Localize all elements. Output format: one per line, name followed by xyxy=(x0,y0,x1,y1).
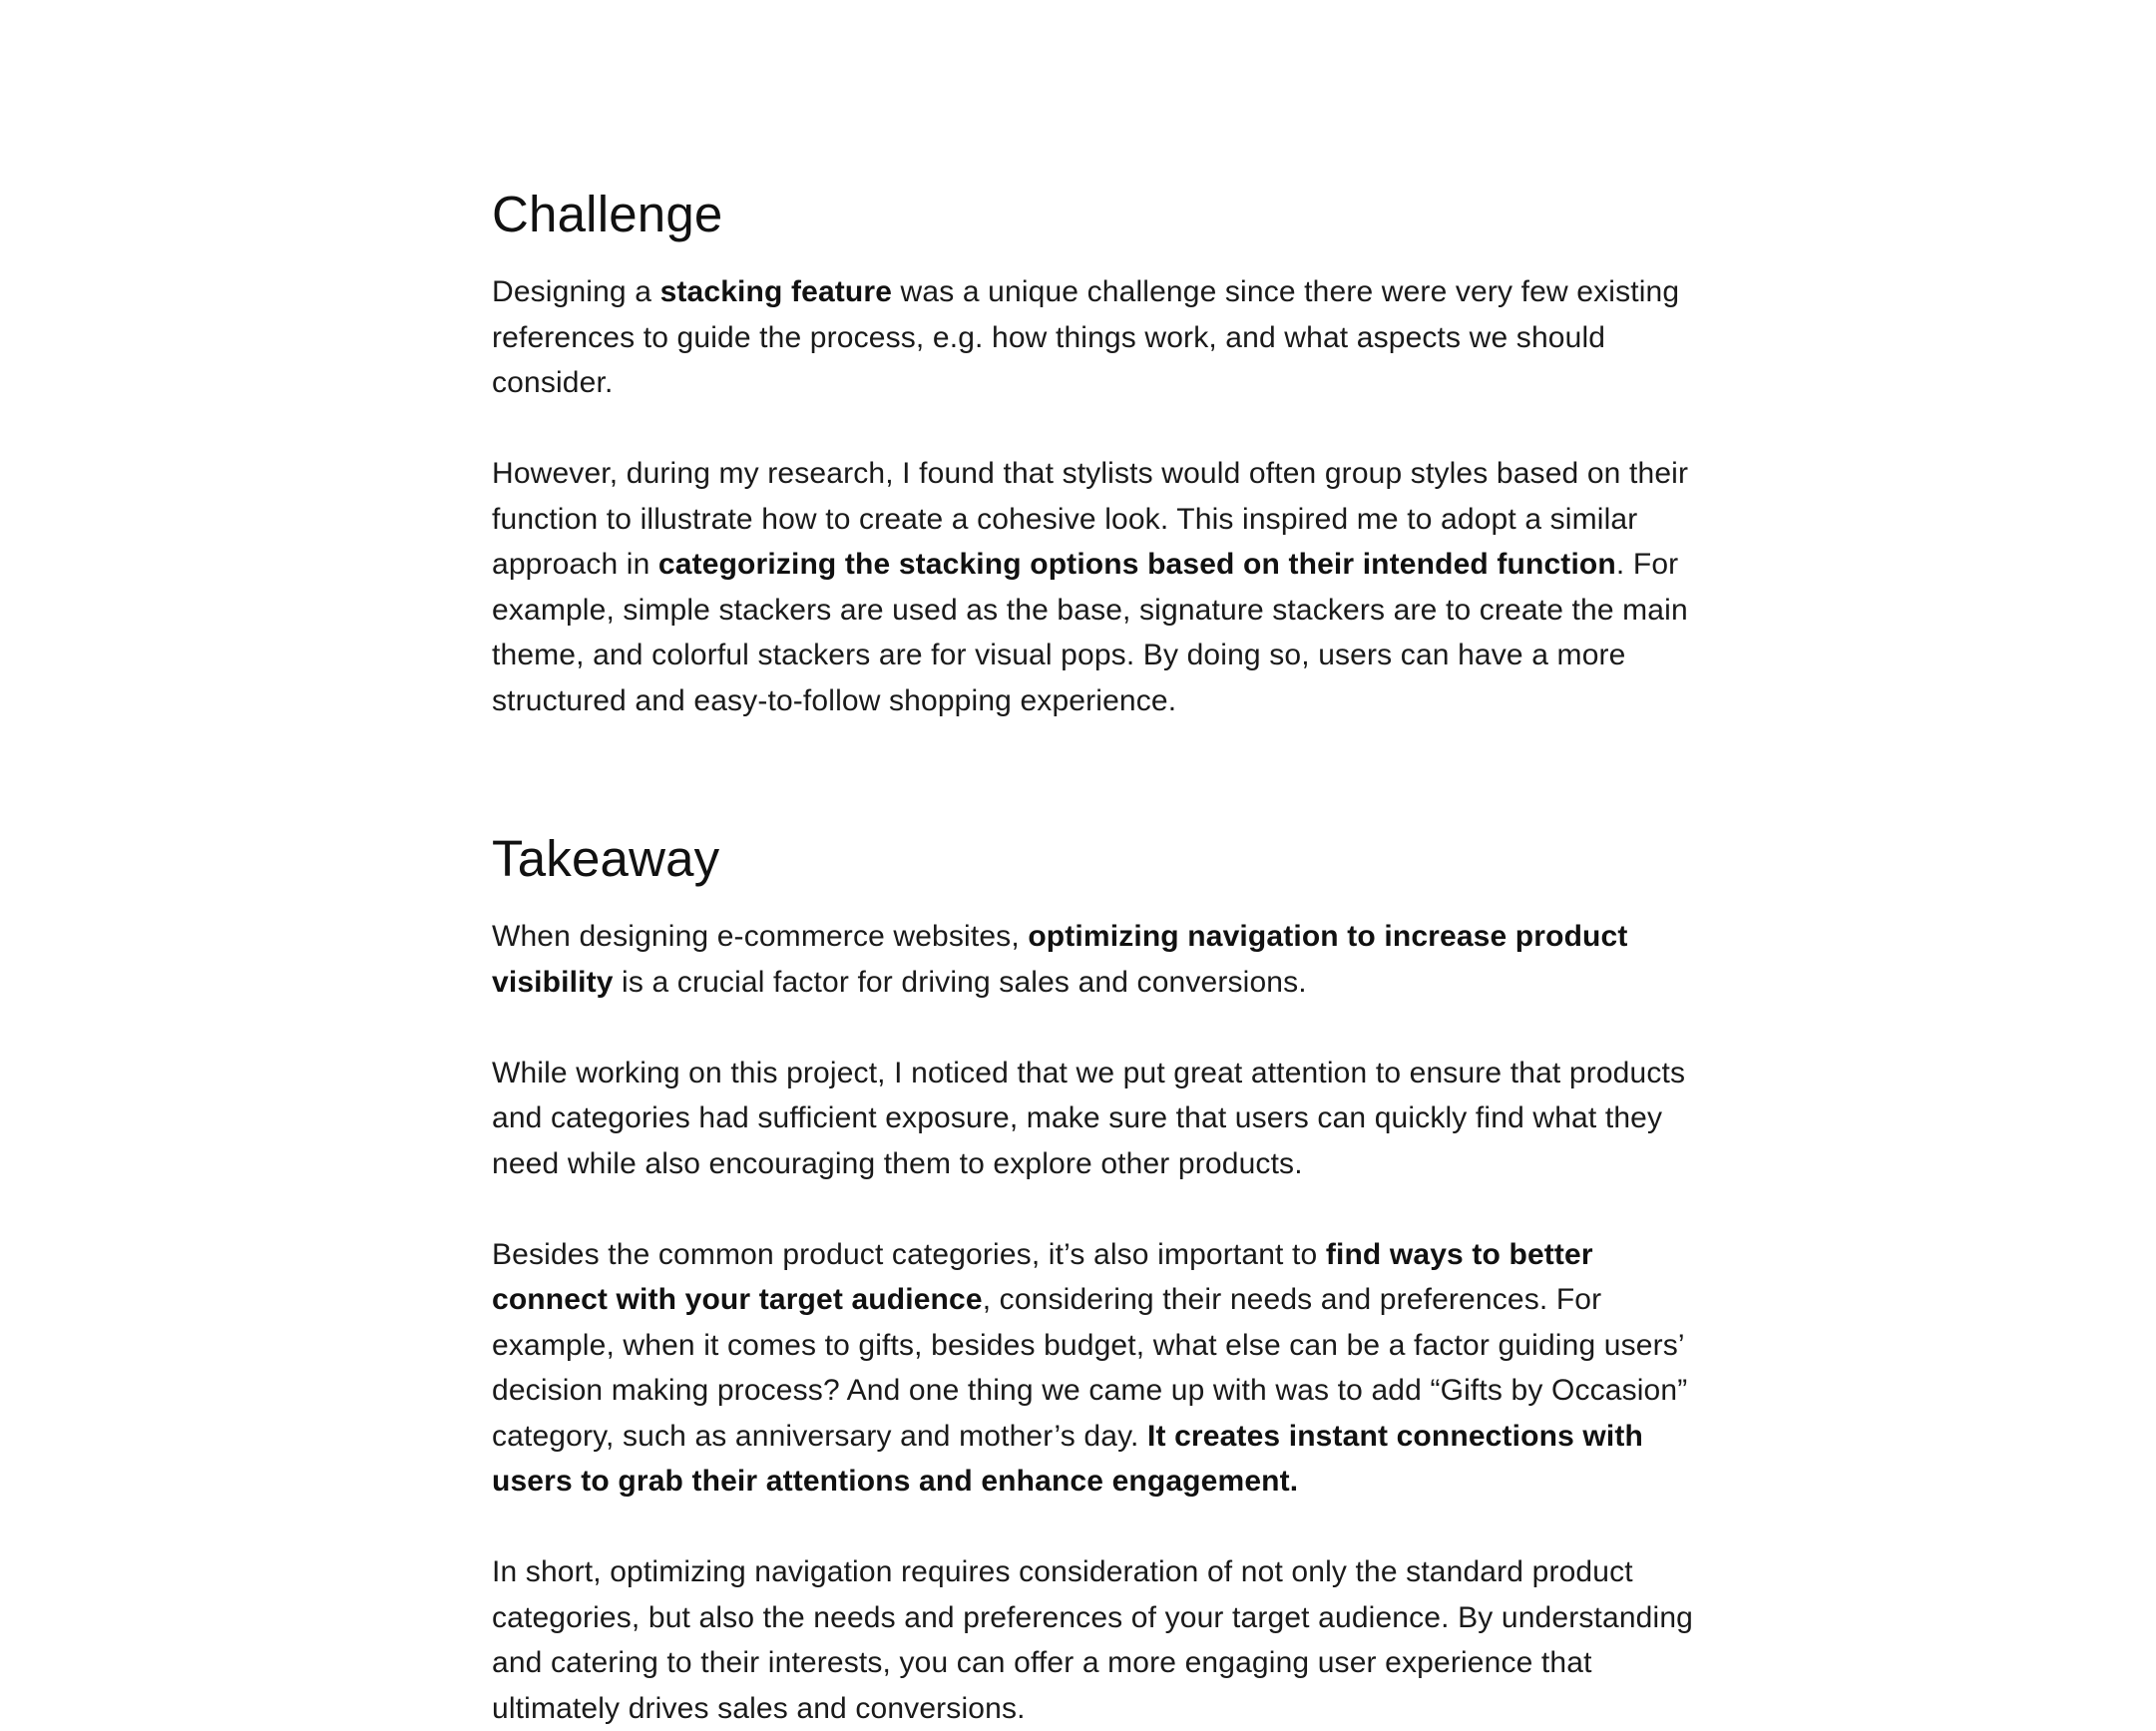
text-run: When designing e-commerce websites, xyxy=(492,920,1029,953)
takeaway-paragraph xyxy=(492,914,1709,1005)
takeaway-paragraph xyxy=(492,1549,1709,1731)
emphasis-text: stacking feature xyxy=(659,275,893,308)
takeaway-paragraph xyxy=(492,1232,1709,1505)
emphasis-text: find ways to better connect with your target audience xyxy=(492,1237,1593,1316)
text-run: Besides the common product categories, it’s also important to xyxy=(492,1237,1326,1271)
article-content xyxy=(492,185,1709,1731)
text-run: . For example, simple stackers are used as the base, signature stackers are to create the main theme, and colorful stackers are for visual pops. By doing so, users can have a more structured and easy-to-follow shopping experience. xyxy=(492,548,1688,717)
challenge-heading: Challenge xyxy=(492,186,723,242)
emphasis-text: It creates instant connections with users to grab their attentions and enhance engagement. xyxy=(492,1419,1643,1498)
takeaway-heading: Takeaway xyxy=(492,830,720,887)
challenge-paragraph xyxy=(492,451,1709,723)
text-run: , considering their needs and preferences. For example, when it comes to gifts, besides budget, what else can be a factor guiding users’ decision making process? And one thing we came up with was to add “Gifts by Occasion” category, such as anniversary and mother’s day. xyxy=(492,1283,1688,1453)
emphasis-text: categorizing the stacking options based on their intended function xyxy=(657,548,1616,581)
section-spacer xyxy=(492,723,1709,829)
text-run: However, during my research, I found that stylists would often group styles based on their function to illustrate how to create a cohesive look. This inspired me to adopt a similar approach in xyxy=(492,457,1689,581)
text-run: While working on this project, I noticed that we put great attention to ensure that products and categories had sufficient exposure, make sure that users can quickly find what they need while also encouraging them to explore other products. xyxy=(492,1056,1686,1180)
text-run: In short, optimizing navigation requires consideration of not only the standard product categories, but also the needs and preferences of your target audience. By understanding and catering to their interests, you can offer a more engaging user experience that ultimately drives sales and conversions. xyxy=(492,1555,1693,1725)
challenge-paragraph xyxy=(492,269,1709,406)
emphasis-text: optimizing navigation to increase product visibility xyxy=(492,920,1628,999)
takeaway-section xyxy=(492,829,1709,1731)
text-run: was a unique challenge since there were very few existing references to guide the process, e.g. how things work, and what aspects we should consider. xyxy=(492,275,1680,399)
takeaway-paragraph xyxy=(492,1051,1709,1187)
text-run: Designing a xyxy=(492,275,660,308)
text-run: is a crucial factor for driving sales and conversions. xyxy=(613,965,1307,999)
challenge-section xyxy=(492,185,1709,723)
